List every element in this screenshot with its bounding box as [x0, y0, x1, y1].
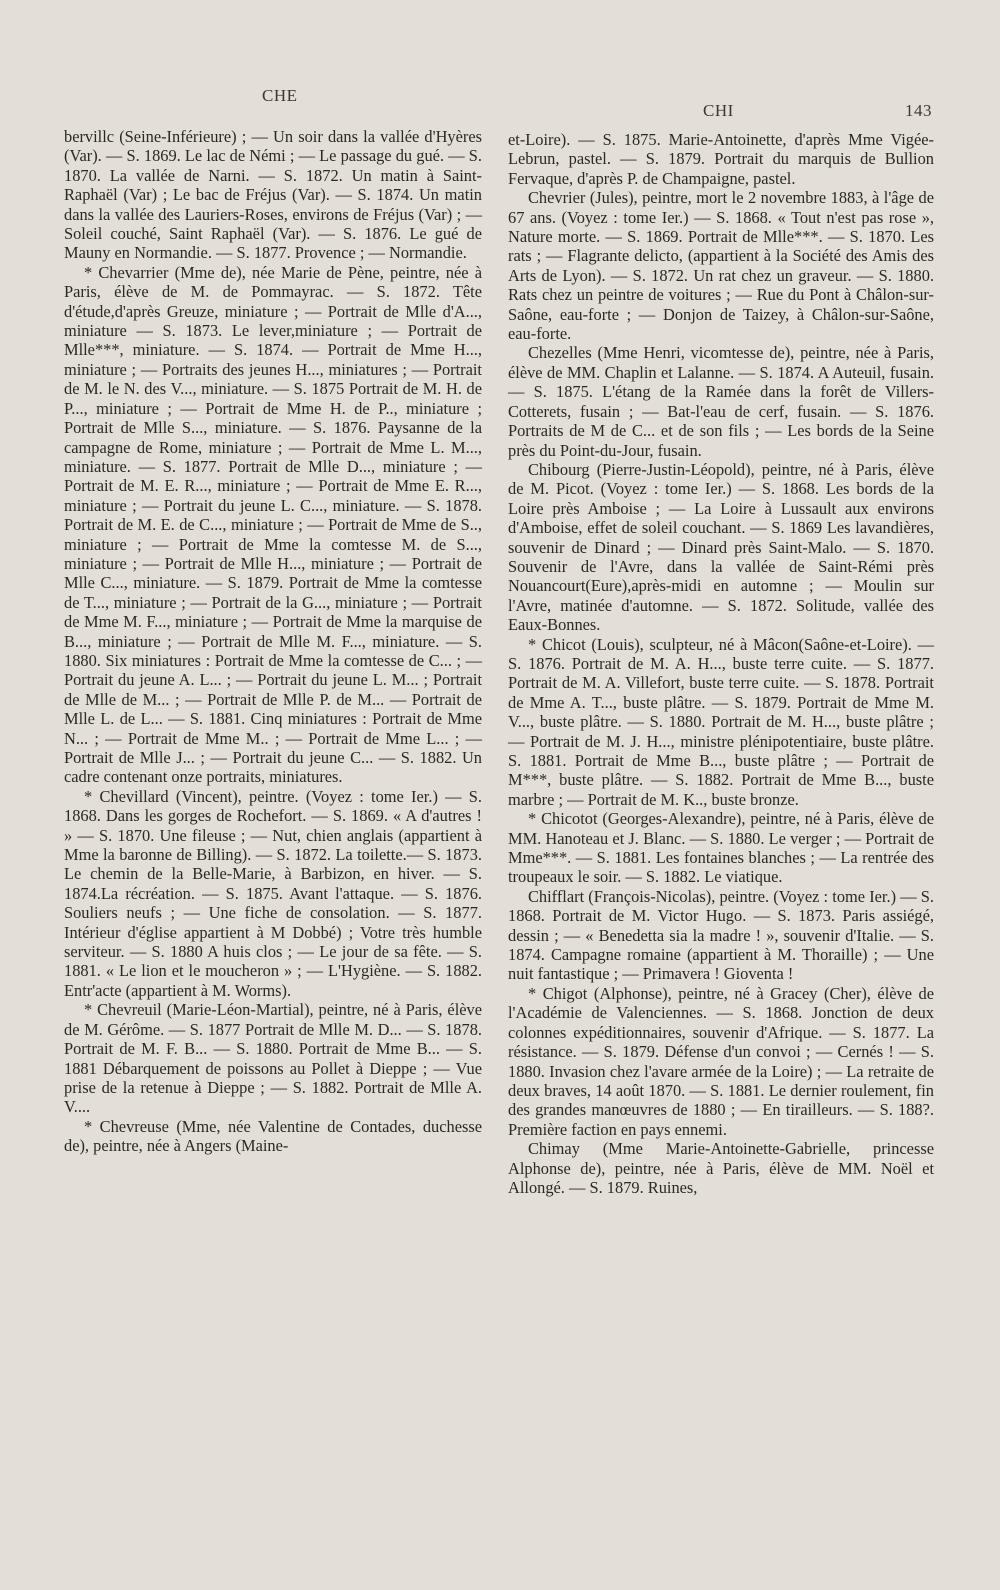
entry-chezelles: Chezelles (Mme Henri, vicomtesse de), peintre, née à Paris, élève de MM. Chaplin et Lalanne. — S. 1874. A Auteuil, fusain. — S. 1875. L'étang de la Ramée dans la forêt de Villers-Cotterets, fusain ; — Bat-l'eau de cerf, fusain. — S. 1876. Portraits de M de C... et de son fils ; — Les bords de la Seine près du Point-du-Jour, fusain. [508, 343, 934, 460]
right-column [508, 130, 934, 1197]
entry-chevreuse: * Chevreuse (Mme, née Valentine de Contades, duchesse de), peintre, née à Angers (Maine- [64, 1116, 482, 1156]
entry-chevrier: Chevrier (Jules), peintre, mort le 2 novembre 1883, à l'âge de 67 ans. (Voyez : tome Ier.) — S. 1868. « Tout n'est pas rose », Nature morte. — S. 1869. Portrait de Mlle***. — S. 1870. Les rats ; — Flagrante delicto, (appartient à la Société des Amis des Arts de Lyon). — S. 1872. Un rat chez un graveur. — S. 1880. Rats chez un peintre de voitures ; — Rue du Pont à Châlon-sur-Saône, eau-forte ; — Donjon de Taizey, à Châlon-sur-Saône, eau-forte. [508, 188, 934, 344]
entry-chigot: * Chigot (Alphonse), peintre, né à Gracey (Cher), élève de l'Académie de Valenciennes. — S. 1868. Jonction de deux colonnes expéditionnaires, souvenir d'Afrique. — S. 1877. La résistance. — S. 1879. Défense d'un convoi ; — Cernés ! — S. 1880. Invasion chez l'avare armée de la Loire) ; — La retraite de deux braves, 14 août 1870. — S. 1881. Le dernier roulement, fin des grandes manœuvres de 1880 ; — En tirailleurs. — S. 188?. Première faction en pays ennemi. [508, 983, 934, 1139]
running-head-left: CHE [262, 86, 298, 105]
entry-chifflart: Chifflart (François-Nicolas), peintre. (Voyez : tome Ier.) — S. 1868. Portrait de M. Victor Hugo. — S. 1873. Paris assiégé, dessin ; — « Benedetta sia la madre ! », souvenir d'Italie. — S. 1874. Campagne romaine (appartient à M. Thoraille) ; — Une nuit fantastique ; — Primavera ! Gioventa ! [508, 886, 934, 984]
entry-continuation: et-Loire). — S. 1875. Marie-Antoinette, d'après Mme Vigée-Lebrun, pastel. — S. 1879. Portrait du marquis de Bullion Fervaque, d'après P. de Champaigne, pastel. [508, 130, 934, 188]
entry-chicotot: * Chicotot (Georges-Alexandre), peintre, né à Paris, élève de MM. Hanoteau et J. Blanc. — S. 1880. Le verger ; — Portrait de Mme***. — S. 1881. Les fontaines blanches ; — La rentrée des troupeaux le soir. — S. 1882. Le viatique. [508, 809, 934, 887]
entry-chevreuil: * Chevreuil (Marie-Léon-Martial), peintre, né à Paris, élève de M. Gérôme. — S. 1877 Portrait de Mlle M. D... — S. 1878. Portrait de M. F. B... — S. 1880. Portrait de Mme B... — S. 1881 Débarquement de poissons au Pollet à Dieppe ; — Vue prise de la retenue à Dieppe ; — S. 1882. Portrait de Mlle A. V.... [64, 1000, 482, 1117]
entry-chevarrier: * Chevarrier (Mme de), née Marie de Pène, peintre, née à Paris, élève de M. de Pommayrac. — S. 1872. Tête d'étude,d'après Greuze, miniature ; — Portrait de Mlle d'A..., miniature — S. 1873. Le lever,miniature ; — Portrait de Mlle***, miniature. — S. 1874. — Portrait de Mme H..., miniature ; — Portraits des jeunes H..., miniatures ; — Portrait de M. le N. des V..., miniature. — S. 1875 Portrait de M. H. de P..., miniature ; — Portrait de Mme H. de P.., miniature ; Portrait de Mlle S..., miniature. — S. 1876. Paysanne de la campagne de Rome, miniature ; — Portrait de Mme L. M..., miniature. — S. 1877. Portrait de Mlle D..., miniature ; — Portrait de M. E. R..., miniature ; — Portrait de Mme E. R..., miniature ; — Portrait du jeune L. C..., miniature. — S. 1878. Portrait de M. E. de C..., miniature ; — Portrait de Mme de S.., miniature ; — Portrait de Mme la comtesse M. de S..., miniature ; — Portrait de Mlle H..., miniature ; — Portrait de Mlle C..., miniature. — S. 1879. Portrait de Mme la comtesse de T..., miniature ; — Portrait de la G..., miniature ; — Portrait de Mme M. F..., miniature ; — Portrait de Mme la marquise de B..., miniature ; — Portrait de Mlle M. F..., miniature. — S. 1880. Six miniatures : Portrait de Mme la comtesse de C... ; — Portrait du jeune A. L... ; — Portrait du jeune L. M... ; Portrait de Mlle de M... ; — Portrait de Mlle P. de M... — Portrait de Mlle L. de L... — S. 1881. Cinq miniatures : Portrait de Mme N... ; — Portrait de Mme M.. ; — Portrait de Mme L... ; — Portrait de Mlle J... ; — Portrait du jeune C... — S. 1882. Un cadre contenant onze portraits, miniatures. [64, 262, 482, 787]
left-column [64, 127, 482, 1156]
entry-chibourg: Chibourg (Pierre-Justin-Léopold), peintre, né à Paris, élève de M. Picot. (Voyez : tome Ier.) — S. 1868. Les bords de la Loire près Amboise ; — La Loire à Lussault aux environs d'Amboise, effet de soleil couchant. — S. 1869 Les lavandières, souvenir de Dinard ; — Dinard près Saint-Malo. — S. 1870. Souvenir de l'Avre, dans la vallée de Saint-Rémi près Nouancourt(Eure),après-midi en automne ; — Moulin sur l'Avre, matinée d'automne. — S. 1872. Solitude, vallée des Eaux-Bonnes. [508, 459, 934, 635]
page-number: 143 [905, 101, 932, 120]
entry-chevillard: * Chevillard (Vincent), peintre. (Voyez : tome Ier.) — S. 1868. Dans les gorges de Rochefort. — S. 1869. « A d'autres ! » — S. 1870. Une fileuse ; — Nut, chien anglais (appartient à Mme la baronne de Billing). — S. 1872. La toilette.— S. 1873. Le chemin de la Belle-Marie, à Barbizon, en hiver. — S. 1874.La récréation. — S. 1875. Avant l'attaque. — S. 1876. Souliers neufs ; — Une fiche de consolation. — S. 1877. Intérieur d'église appartient à M Dobbé) ; Votre très humble serviteur. — S. 1880 A huis clos ; — Le jour de sa fête. — S. 1881. « Le lion et le moucheron » ; — L'Hygiène. — S. 1882. Entr'acte (appartient à M. Worms). [64, 786, 482, 1000]
entry-continuation: bervillc (Seine-Inférieure) ; — Un soir dans la vallée d'Hyères (Var). — S. 1869. Le lac de Némi ; — Le passage du gué. — S. 1870. La vallée de Narni. — S. 1872. Un matin à Saint-Raphaël (Var) ; Le bac de Fréjus (Var). — S. 1874. Un matin dans la vallée des Lauriers-Roses, environs de Fréjus (Var) ; — Soleil couché, Saint Raphaël (Var). — S. 1876. Le gué de Mauny en Normandie. — S. 1877. Provence ; — Normandie. [64, 127, 482, 263]
entry-chimay: Chimay (Mme Marie-Antoinette-Gabrielle, princesse Alphonse de), peintre, née à Paris, élève de MM. Noël et Allongé. — S. 1879. Ruines, [508, 1139, 934, 1197]
entry-chicot: * Chicot (Louis), sculpteur, né à Mâcon(Saône-et-Loire). — S. 1876. Portrait de M. A. H..., buste terre cuite. — S. 1877. Portrait de M. A. Villefort, buste terre cuite. — S. 1878. Portrait de Mme A. T..., buste plâtre. — S. 1879. Portrait de Mme M. V..., buste plâtre. — S. 1880. Portrait de M. H..., buste plâtre ; — Portrait de M. J. H..., ministre plénipotentiaire, buste plâtre. S. 1881. Portrait de Mme B..., buste plâtre ; — Portrait de M***, buste plâtre. — S. 1882. Portrait de Mme B..., buste marbre ; — Portrait de M. K.., buste bronze. [508, 634, 934, 809]
running-head-right: CHI [703, 101, 734, 120]
